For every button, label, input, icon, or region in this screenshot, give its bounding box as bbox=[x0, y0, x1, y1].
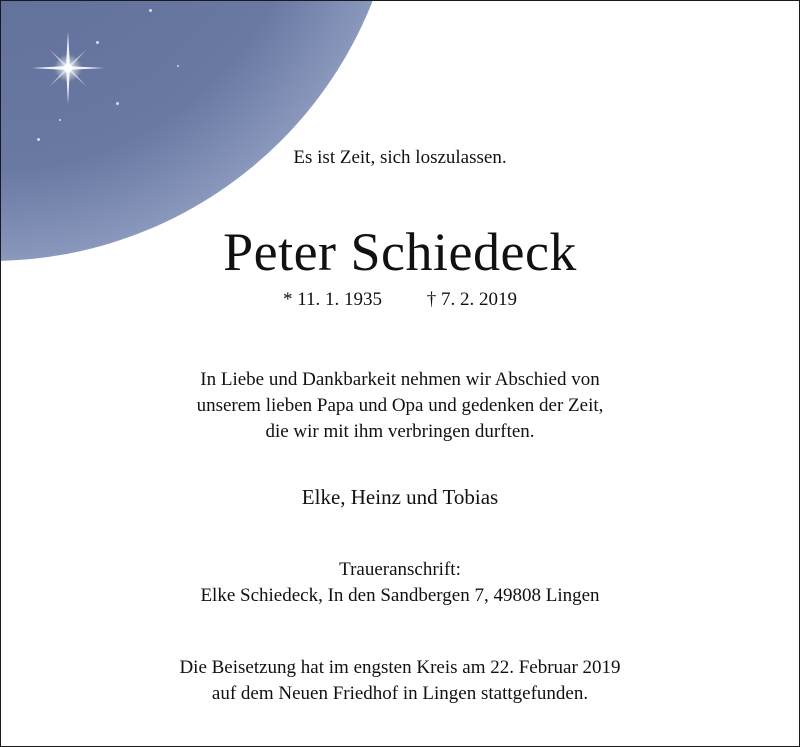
funeral-line: Die Beisetzung hat im engsten Kreis am 22. Februar 2019 bbox=[179, 657, 621, 678]
mourners-names: Elke, Heinz und Tobias bbox=[301, 485, 499, 509]
death-date: † 7. 2. 2019 bbox=[426, 289, 518, 310]
address-label: Traueranschrift: bbox=[339, 559, 461, 580]
star-dot bbox=[96, 41, 99, 44]
funeral-line: auf dem Neuen Friedhof in Lingen stattgefunden. bbox=[211, 683, 589, 704]
message-line: In Liebe und Dankbarkeit nehmen wir Abschied von bbox=[200, 369, 600, 390]
birth-date: * 11. 1. 1935 bbox=[282, 289, 383, 310]
star-icon bbox=[28, 28, 108, 108]
farewell-message bbox=[1, 367, 799, 445]
life-dates bbox=[1, 289, 799, 311]
message-line: die wir mit ihm verbringen durften. bbox=[265, 421, 535, 442]
star-dot bbox=[37, 138, 40, 141]
deceased-name: Peter Schiedeck bbox=[223, 222, 577, 282]
star-dot bbox=[149, 9, 152, 12]
motto-text: Es ist Zeit, sich loszulassen. bbox=[293, 147, 507, 168]
funeral-note bbox=[1, 655, 799, 707]
star-dot bbox=[116, 102, 119, 105]
mourning-address bbox=[1, 557, 799, 609]
address-line: Elke Schiedeck, In den Sandbergen 7, 49808 Lingen bbox=[200, 585, 600, 606]
message-line: unserem lieben Papa und Opa und gedenken der Zeit, bbox=[196, 395, 604, 416]
star-dot bbox=[177, 65, 179, 67]
star-dot bbox=[59, 119, 61, 121]
